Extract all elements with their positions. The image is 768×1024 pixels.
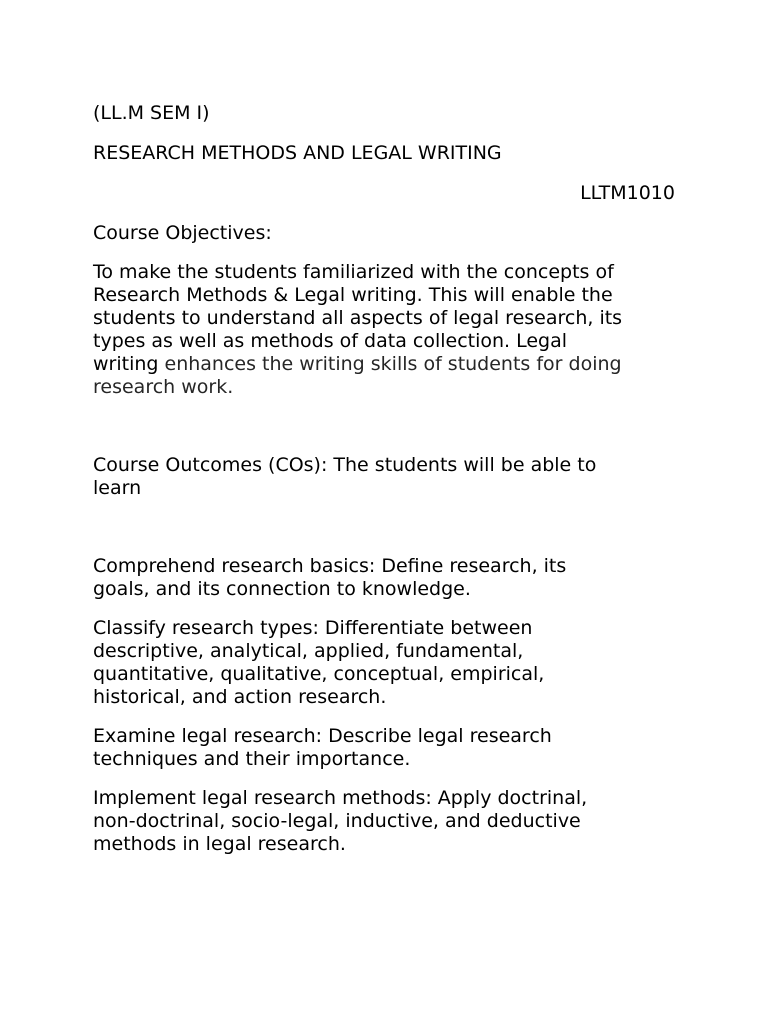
objectives-line: research work. — [93, 376, 234, 398]
outcomes-heading — [93, 454, 678, 500]
outcome-line: methods in legal research. — [93, 833, 346, 855]
outcome-line: Examine legal research: Describe legal research — [93, 725, 552, 747]
outcome-line: historical, and action research. — [93, 686, 387, 708]
outcome-line: Classify research types: Differentiate between — [93, 617, 533, 639]
outcome-line: quantitative, qualitative, conceptual, empirical, — [93, 663, 545, 685]
objectives-line-start: writing — [93, 353, 159, 375]
semester-label: (LL.M SEM I) — [93, 102, 210, 124]
outcome-line: techniques and their importance. — [93, 748, 411, 770]
course-title: RESEARCH METHODS AND LEGAL WRITING — [93, 142, 502, 164]
outcome-item — [93, 787, 678, 856]
outcome-item — [93, 555, 678, 601]
outcomes-heading-line: learn — [93, 477, 142, 499]
objectives-line: To make the students familiarized with the concepts of — [93, 261, 614, 283]
objectives-line: students to understand all aspects of legal research, its — [93, 307, 623, 329]
outcome-line: Implement legal research methods: Apply doctrinal, — [93, 787, 588, 809]
outcome-line: non-doctrinal, socio-legal, inductive, and deductive — [93, 810, 581, 832]
course-code: LLTM1010 — [580, 182, 675, 204]
objectives-paragraph — [93, 261, 678, 399]
outcome-item — [93, 725, 678, 771]
objectives-line-rest: enhances the writing skills of students for doing — [158, 353, 622, 375]
outcome-line: descriptive, analytical, applied, fundamental, — [93, 640, 524, 662]
outcome-item — [93, 617, 678, 709]
outcome-line: goals, and its connection to knowledge. — [93, 578, 471, 600]
objectives-line — [93, 353, 678, 376]
outcome-line: Comprehend research basics: Define research, its — [93, 555, 567, 577]
objectives-line: types as well as methods of data collection. Legal — [93, 330, 568, 352]
objectives-heading: Course Objectives: — [93, 222, 272, 244]
outcomes-heading-line: Course Outcomes (COs): The students will be able to — [93, 454, 597, 476]
objectives-line: Research Methods & Legal writing. This will enable the — [93, 284, 613, 306]
